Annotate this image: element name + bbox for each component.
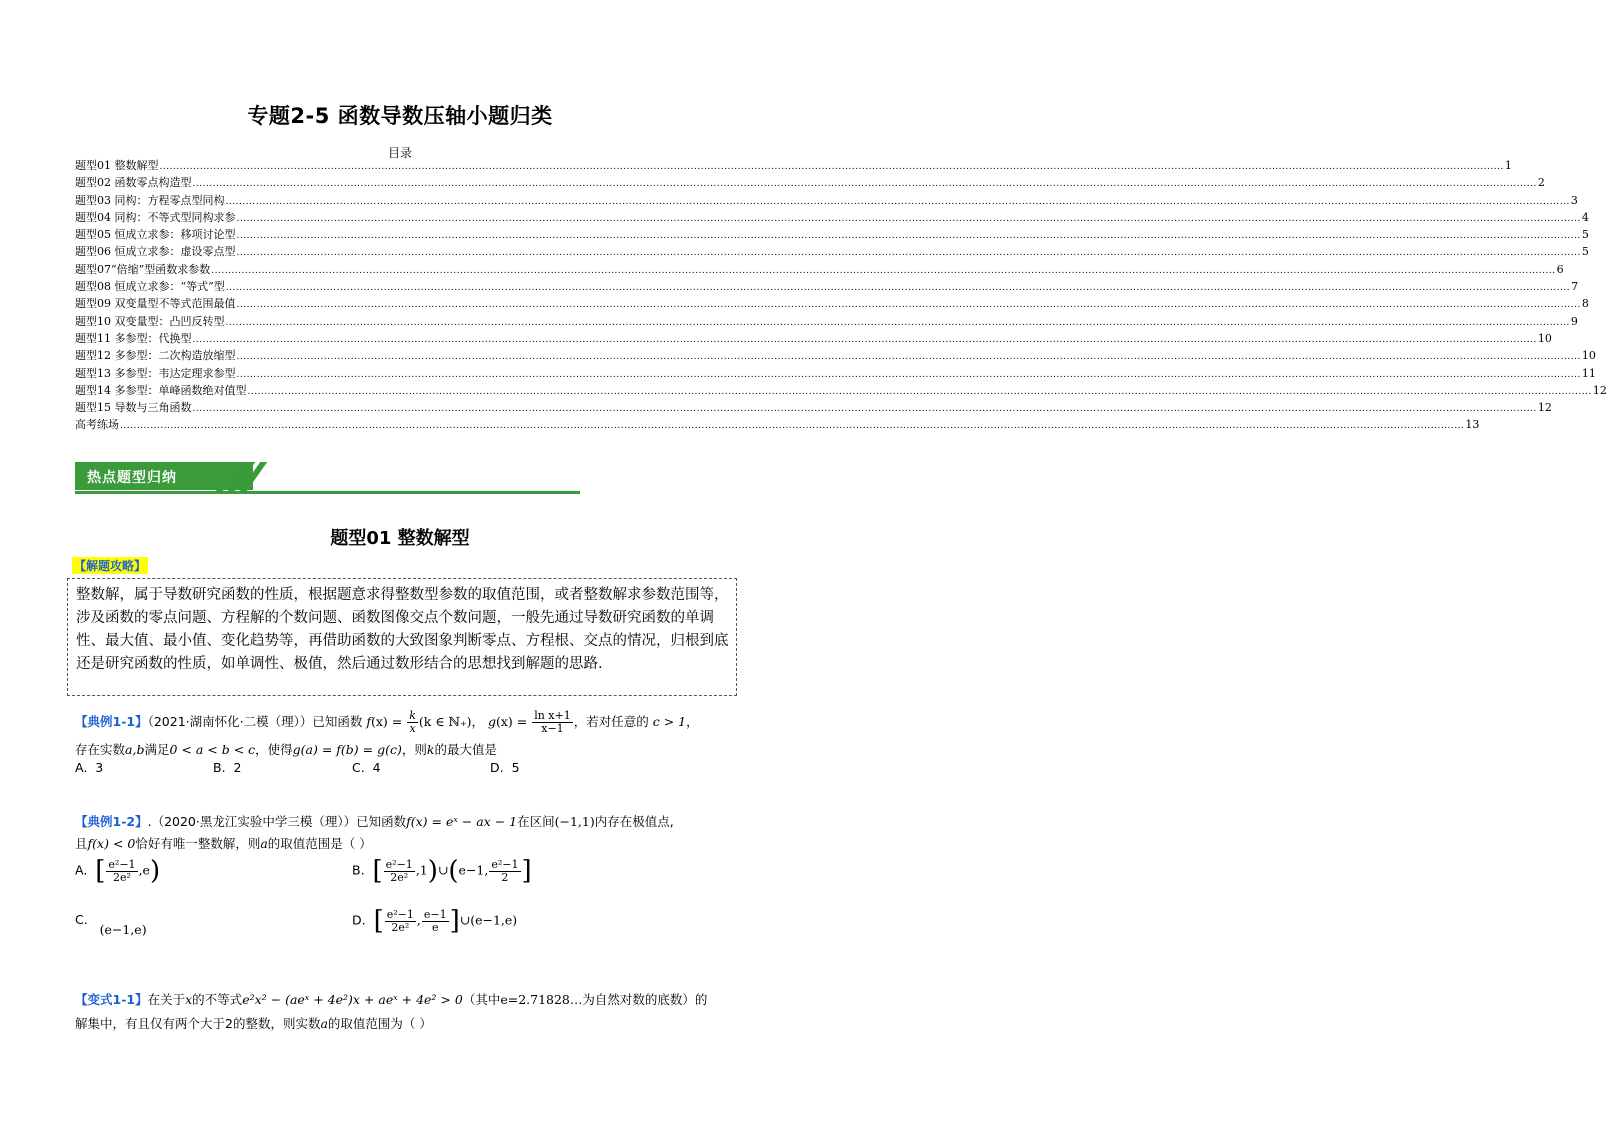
example-tag: 【典例1-2】	[75, 814, 148, 829]
toc-entry[interactable]	[75, 417, 1480, 434]
toc-entry-label: 题型07“倍缩”型函数求参数	[75, 262, 211, 276]
toc-leader-dots: ................................................................................................................................................................................................................................................................................................................................................................................................................	[225, 196, 1570, 207]
toc-entry[interactable]	[75, 262, 1564, 279]
example-tag: 【典例1-1】	[75, 714, 148, 729]
toc-entry-page: 10	[1581, 349, 1596, 363]
option-a[interactable]: A. [ $\frac{\text{e²−1}}{\text{2e²}}$ ,e)	[75, 856, 161, 886]
toc-entry[interactable]	[75, 331, 1552, 348]
toc-entry[interactable]	[75, 366, 1596, 383]
toc-entry-label: 题型14 多参型：单峰函数绝对值型	[75, 383, 247, 397]
toc-entry[interactable]	[75, 244, 1589, 261]
toc-entry-label: 题型06 恒成立求参：虚设零点型	[75, 245, 236, 259]
option-d[interactable]: D. 5	[490, 760, 520, 775]
toc-entry-label: 题型01 整数解型	[75, 159, 159, 172]
domain-text: (k ∈ ℕ₊)	[418, 714, 472, 729]
toc-entry-page: 7	[1571, 280, 1579, 294]
toc-leader-dots: ................................................................................................................................................................................................................................................................................................................................................................................................................	[247, 386, 1592, 397]
toc-leader-dots: ................................................................................................................................................................................................................................................................................................................................................................................................................	[225, 283, 1571, 294]
toc-leader-dots: ................................................................................................................................................................................................................................................................................................................................................................................................................	[236, 352, 1581, 363]
option-b[interactable]: B. 2	[213, 760, 242, 775]
tips-text: 整数解，属于导数研究函数的性质，根据题意求得整数型参数的取值范围，或者整数解求参数范围等，涉及函数的零点问题、方程解的个数问题、函数图像交点个数问题，一般先通过导数研究函数的单调性、最大值、最小值、变化趋势等，再借助函数的大致图象判断零点、方程根、交点的情况，归根到底还是研究函数的性质，如单调性、极值，然后通过数形结合的思想找到解题的思路.	[76, 587, 729, 672]
example-source: （2021·湖南怀化·二模（理））已知函数	[147, 714, 363, 729]
option-b[interactable]: B. [ $\frac{\text{e²−1}}{\text{2e²}}$ ,1)∪(e−1, $\frac{\text{e²−1}}{2}$ ]	[352, 856, 532, 886]
toc-entry[interactable]	[75, 400, 1552, 417]
toc-entry-page: 5	[1581, 245, 1589, 259]
example-1-1: 【典例1-1】（2021·湖南怀化·二模（理））已知函数 f(x) = $\frac{k}{x}$ (k ∈ ℕ₊)， g(x) = $\frac{\text{ln x+1}}{x-1}$ ，若对任意的 c > 1，	[75, 709, 699, 735]
toc-entry[interactable]	[75, 193, 1578, 210]
toc-entry-label: 高考练场	[75, 418, 119, 432]
toc-entry[interactable]	[75, 314, 1578, 331]
toc-entry[interactable]	[75, 175, 1545, 192]
option-c[interactable]: C. (e−1,e)	[75, 912, 147, 937]
toc-entry-page: 10	[1537, 331, 1552, 345]
toc-entry[interactable]	[75, 158, 1512, 175]
toc-entry-label: 题型09 双变量型不等式范围最值	[75, 297, 236, 311]
table-of-contents	[75, 158, 1607, 435]
toc-entry-page: 12	[1537, 401, 1552, 415]
example-1-1-line2: 存在实数a,b满足0 < a < b < c，使得g(a) = f(b) = g(c)，则k的最大值是	[75, 742, 497, 757]
condition-text: ，若对任意的	[573, 714, 649, 729]
toc-leader-dots: ................................................................................................................................................................................................................................................................................................................................................................................................................	[236, 231, 1581, 242]
toc-entry[interactable]	[75, 383, 1607, 400]
math-expr: c > 1	[652, 714, 687, 729]
toc-entry-page: 12	[1592, 383, 1607, 397]
toc-leader-dots: ................................................................................................................................................................................................................................................................................................................................................................................................................	[236, 213, 1581, 224]
toc-entry-label: 题型05 恒成立求参：移项讨论型	[75, 228, 236, 242]
toc-entry[interactable]	[75, 227, 1589, 244]
toc-entry-page: 2	[1537, 176, 1545, 190]
toc-leader-dots: ................................................................................................................................................................................................................................................................................................................................................................................................................	[211, 265, 1556, 276]
example-1-2-line2: 且f(x) < 0恰好有唯一整数解，则a的取值范围是（ ）	[75, 836, 372, 851]
toc-leader-dots: ................................................................................................................................................................................................................................................................................................................................................................................................................	[159, 162, 1504, 172]
toc-entry-label: 题型15 导数与三角函数	[75, 401, 192, 415]
page-title: 专题2-5 函数导数压轴小题归类	[247, 104, 553, 128]
toc-leader-dots: ................................................................................................................................................................................................................................................................................................................................................................................................................	[120, 421, 1465, 432]
toc-entry-label: 题型12 多参型：二次构造放缩型	[75, 349, 236, 363]
toc-entry[interactable]	[75, 279, 1579, 296]
hot-topic-banner	[75, 462, 585, 495]
toc-entry-page: 5	[1581, 228, 1589, 242]
toc-entry-page: 3	[1570, 193, 1578, 207]
example-1-2: 【典例1-2】.（2020·黑龙江实验中学三模（理））已知函数f(x) = eˣ − ax − 1在区间(−1,1)内存在极值点,	[75, 814, 674, 829]
banner-text: 热点题型归纳	[87, 470, 177, 486]
toc-leader-dots: ................................................................................................................................................................................................................................................................................................................................................................................................................	[236, 369, 1581, 380]
toc-entry-label: 题型02 函数零点构造型	[75, 176, 192, 190]
option-a[interactable]: A. 3	[75, 760, 104, 775]
toc-entry-page: 11	[1581, 366, 1596, 380]
toc-entry[interactable]	[75, 296, 1589, 313]
toc-entry-label: 题型13 多参型：韦达定理求参型	[75, 366, 236, 380]
toc-entry-page: 1	[1504, 159, 1512, 172]
toc-entry[interactable]	[75, 210, 1589, 227]
toc-leader-dots: ................................................................................................................................................................................................................................................................................................................................................................................................................	[225, 317, 1570, 328]
toc-entry-label: 题型04 同构：不等式型同构求参	[75, 210, 236, 224]
tips-label: 【解题攻略】	[74, 559, 147, 573]
toc-entry-label: 题型08 恒成立求参：“等式”型	[75, 280, 225, 294]
toc-leader-dots: ................................................................................................................................................................................................................................................................................................................................................................................................................	[192, 404, 1537, 415]
toc-entry-label: 题型11 多参型：代换型	[75, 331, 192, 345]
toc-entry-page: 6	[1556, 262, 1564, 276]
toc-entry-page: 8	[1581, 297, 1589, 311]
toc-heading: 目录	[387, 146, 412, 160]
option-d[interactable]: D. [ $\frac{\text{e²−1}}{\text{2e²}}$ , $\frac{e-1}{e}$ ]∪(e−1,e)	[352, 906, 518, 936]
toc-entry-label: 题型03 同构：方程零点型同构	[75, 193, 225, 207]
toc-leader-dots: ................................................................................................................................................................................................................................................................................................................................................................................................................	[236, 248, 1581, 259]
toc-entry[interactable]	[75, 348, 1596, 365]
variant-tag: 【变式1-1】	[75, 992, 148, 1007]
toc-leader-dots: ................................................................................................................................................................................................................................................................................................................................................................................................................	[236, 300, 1581, 311]
toc-leader-dots: ................................................................................................................................................................................................................................................................................................................................................................................................................	[192, 334, 1537, 345]
toc-entry-label: 题型10 双变量型：凸凹反转型	[75, 314, 225, 328]
fraction: $\frac{k}{x}$	[409, 709, 416, 735]
toc-entry-page: 9	[1570, 314, 1578, 328]
option-c[interactable]: C. 4	[352, 760, 381, 775]
toc-leader-dots: ................................................................................................................................................................................................................................................................................................................................................................................................................	[192, 179, 1537, 190]
toc-entry-page: 13	[1465, 418, 1480, 432]
variant-1-1: 【变式1-1】在关于x的不等式e²x² − (aeˣ + 4e²)x + aeˣ + 4e² > 0（其中e=2.71828…为自然对数的底数）的 解集中，有且仅有两个大于2的整数，则实数a的取值范围为（ ）	[75, 992, 708, 1031]
banner-underline	[75, 491, 580, 494]
fraction: $\frac{\text{ln x+1}}{x-1}$	[534, 709, 571, 735]
toc-entry-page: 4	[1581, 210, 1589, 224]
section-title: 题型01 整数解型	[330, 528, 470, 549]
